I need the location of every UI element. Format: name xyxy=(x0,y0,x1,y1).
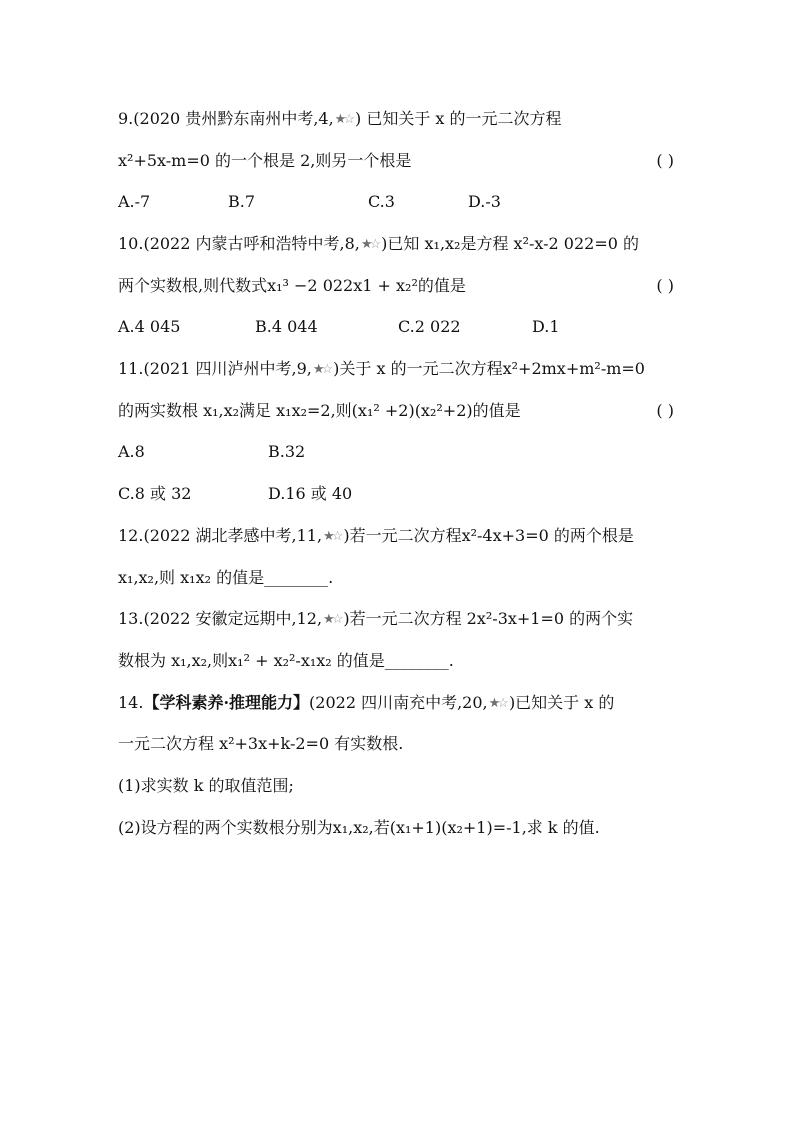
option-a: A.8 xyxy=(118,442,145,461)
question-13-line-1 xyxy=(118,609,674,630)
difficulty-stars-icon: ★☆ xyxy=(488,696,506,711)
question-12-line-1 xyxy=(118,526,674,547)
difficulty-stars-icon: ★☆ xyxy=(334,112,352,127)
option-b: B.7 xyxy=(228,192,256,211)
question-11-line-2 xyxy=(118,401,674,421)
answer-bracket: ( ) xyxy=(656,151,674,170)
question-14-part-2-text: (2)设方程的两个实数根分别为x₁,x₂,若(x₁+1)(x₂+1)=-1,求 k 的值. xyxy=(118,818,600,837)
option-d: D.16 或 40 xyxy=(268,484,353,503)
question-9-prefix: 9.(2020 贵州黔东南州中考,4, xyxy=(118,109,334,128)
question-13-prefix: 13.(2022 安徽定远期中,12, xyxy=(118,609,323,628)
question-10-line-2 xyxy=(118,276,674,296)
option-b: B.32 xyxy=(268,442,306,461)
question-11-text: )关于 x 的一元二次方程x²+2mx+m²-m=0 xyxy=(333,359,645,378)
difficulty-stars-icon: ★☆ xyxy=(360,237,379,252)
question-14-number: 14. xyxy=(118,693,144,712)
question-13-stem-end: 数根为 x₁,x₂,则x₁² + x₂²-x₁x₂ 的值是________. xyxy=(118,651,454,670)
question-9-stem-end: x²+5x-m=0 的一个根是 2,则另一个根是 xyxy=(118,151,412,170)
question-12-line-2 xyxy=(118,568,674,588)
question-14-part-1-text: (1)求实数 k 的取值范围; xyxy=(118,776,294,795)
question-14-prefix: (2022 四川南充中考,20, xyxy=(309,693,488,712)
question-14-part-1 xyxy=(118,776,674,796)
question-11-line-1 xyxy=(118,359,674,380)
question-13-text: )若一元二次方程 2x²-3x+1=0 的两个实 xyxy=(343,609,634,628)
question-14-stem-end: 一元二次方程 x²+3x+k-2=0 有实数根. xyxy=(118,734,404,753)
option-d: D.1 xyxy=(532,317,560,336)
question-10-stem-end: 两个实数根,则代数式x₁³ −2 022x1 + x₂²的值是 xyxy=(118,276,466,295)
answer-bracket: ( ) xyxy=(656,276,674,295)
question-12-text: )若一元二次方程x²-4x+3=0 的两个根是 xyxy=(343,526,634,545)
question-13-line-2 xyxy=(118,651,674,671)
question-12-prefix: 12.(2022 湖北孝感中考,11, xyxy=(118,526,323,545)
question-14-part-2 xyxy=(118,818,674,838)
option-a: A.4 045 xyxy=(118,317,181,336)
question-10-line-1 xyxy=(118,234,674,255)
question-14-line-2 xyxy=(118,734,674,754)
question-11-stem-end: 的两实数根 x₁,x₂满足 x₁x₂=2,则(x₁² +2)(x₂²+2)的值是 xyxy=(118,401,521,420)
difficulty-stars-icon: ★☆ xyxy=(323,612,341,627)
answer-bracket: ( ) xyxy=(656,401,674,420)
question-10-text: )已知 x₁,x₂是方程 x²-x-2 022=0 的 xyxy=(381,234,640,253)
difficulty-stars-icon: ★☆ xyxy=(323,529,341,544)
question-9-line-1 xyxy=(118,109,674,130)
question-9-text: ) 已知关于 x 的一元二次方程 xyxy=(354,109,562,128)
option-d: D.-3 xyxy=(468,192,501,211)
question-14-text: )已知关于 x 的 xyxy=(508,693,615,712)
question-14-line-1 xyxy=(118,693,674,714)
question-10-prefix: 10.(2022 内蒙古呼和浩特中考,8, xyxy=(118,234,360,253)
option-c: C.2 022 xyxy=(398,317,461,336)
option-b: B.4 044 xyxy=(255,317,318,336)
question-14-tag: 【学科素养·推理能力】 xyxy=(143,693,310,712)
option-a: A.-7 xyxy=(118,192,151,211)
question-12-stem-end: x₁,x₂,则 x₁x₂ 的值是________. xyxy=(118,568,334,587)
question-11-prefix: 11.(2021 四川泸州中考,9, xyxy=(118,359,312,378)
option-c: C.3 xyxy=(368,192,395,211)
option-c: C.8 或 32 xyxy=(118,484,192,503)
difficulty-stars-icon: ★☆ xyxy=(312,362,331,377)
question-9-line-2 xyxy=(118,151,674,171)
